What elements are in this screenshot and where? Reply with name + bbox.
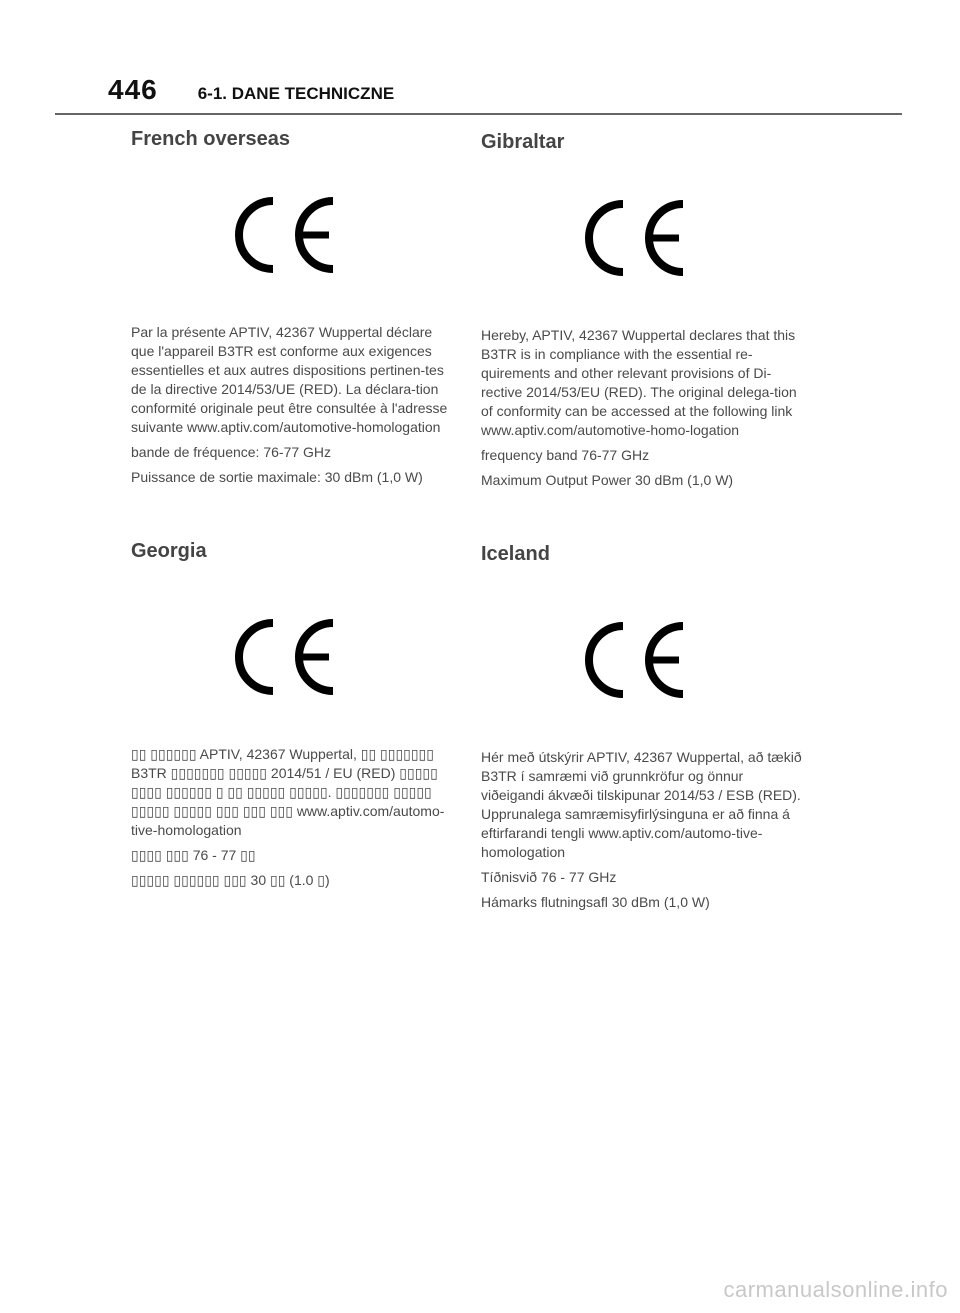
frequency-band: ▯▯▯▯ ▯▯▯ 76 - 77 ▯▯ (131, 847, 256, 863)
ce-mark-icon (233, 197, 337, 273)
section-iceland (481, 543, 806, 912)
country-heading: French overseas (131, 128, 290, 150)
section-georgia (131, 540, 456, 890)
section-title: 6-1. DANE TECHNICZNE (197, 84, 395, 103)
conformity-text: Hereby, APTIV, 42367 Wuppertal declares that this B3TR is in compliance with the essential re-quirements and other relevant provisions of Di-rective 2014/53/EU (RED). The original delega-tion of conformity can be accessed at the following link www.aptiv.com/automotive-homo-logation (481, 327, 797, 438)
page-number: 446 (108, 74, 158, 105)
header-divider (55, 113, 902, 115)
frequency-band: bande de fréquence: 76-77 GHz (131, 444, 332, 460)
section-gibraltar (481, 131, 806, 490)
max-output-power: Maximum Output Power 30 dBm (1,0 W) (481, 472, 734, 488)
page-header (108, 74, 394, 106)
country-heading: Iceland (481, 543, 550, 565)
max-output-power: Hámarks flutningsafl 30 dBm (1,0 W) (481, 894, 710, 910)
conformity-text: ▯▯ ▯▯▯▯▯▯ APTIV, 42367 Wuppertal, ▯▯ ▯▯▯▯▯▯▯ B3TR ▯▯▯▯▯▯▯ ▯▯▯▯▯ 2014/51 / EU (RED) ▯▯▯▯▯ ▯▯▯▯ ▯▯▯▯▯▯ ▯ ▯▯ ▯▯▯▯▯ ▯▯▯▯▯. ▯▯▯▯▯▯▯ ▯▯▯▯▯ ▯▯▯▯▯ ▯▯▯▯▯ ▯▯▯ ▯▯▯ ▯▯▯ www.aptiv.com/automo-tive-homologation (131, 746, 445, 838)
conformity-text: Hér með útskýrir APTIV, 42367 Wuppertal, að tækið B3TR í samræmi við grunnkröfur og önnur viðeigandi ákvæði tilskipunar 2014/53 / ESB (RED). Upprunalega samræmisyfirlýsinguna er að finna á eftirfarandi tengli www.aptiv.com/automo-tive-homologation (481, 749, 802, 860)
ce-mark-icon (583, 200, 687, 276)
max-output-power: ▯▯▯▯▯ ▯▯▯▯▯▯ ▯▯▯ 30 ▯▯ (1.0 ▯) (131, 872, 330, 888)
country-heading: Gibraltar (481, 131, 565, 153)
watermark-text: carmanualsonline.info (723, 1277, 948, 1302)
country-heading: Georgia (131, 540, 207, 562)
ce-mark-icon (583, 622, 687, 698)
section-french-overseas (131, 128, 456, 487)
max-output-power: Puissance de sortie maximale: 30 dBm (1,0 W) (131, 469, 423, 485)
frequency-band: Tíðnisvið 76 - 77 GHz (481, 869, 617, 885)
ce-mark-icon (233, 619, 337, 695)
conformity-text: Par la présente APTIV, 42367 Wuppertal déclare que l'appareil B3TR est conforme aux exigences essentielles et aux autres dispositions pertinen-tes de la directive 2014/53/UE (RED). La déclara-tion conformité originale peut être consultée à l'adresse suivante www.aptiv.com/automotive-homologation (131, 324, 448, 435)
frequency-band: frequency band 76-77 GHz (481, 447, 650, 463)
